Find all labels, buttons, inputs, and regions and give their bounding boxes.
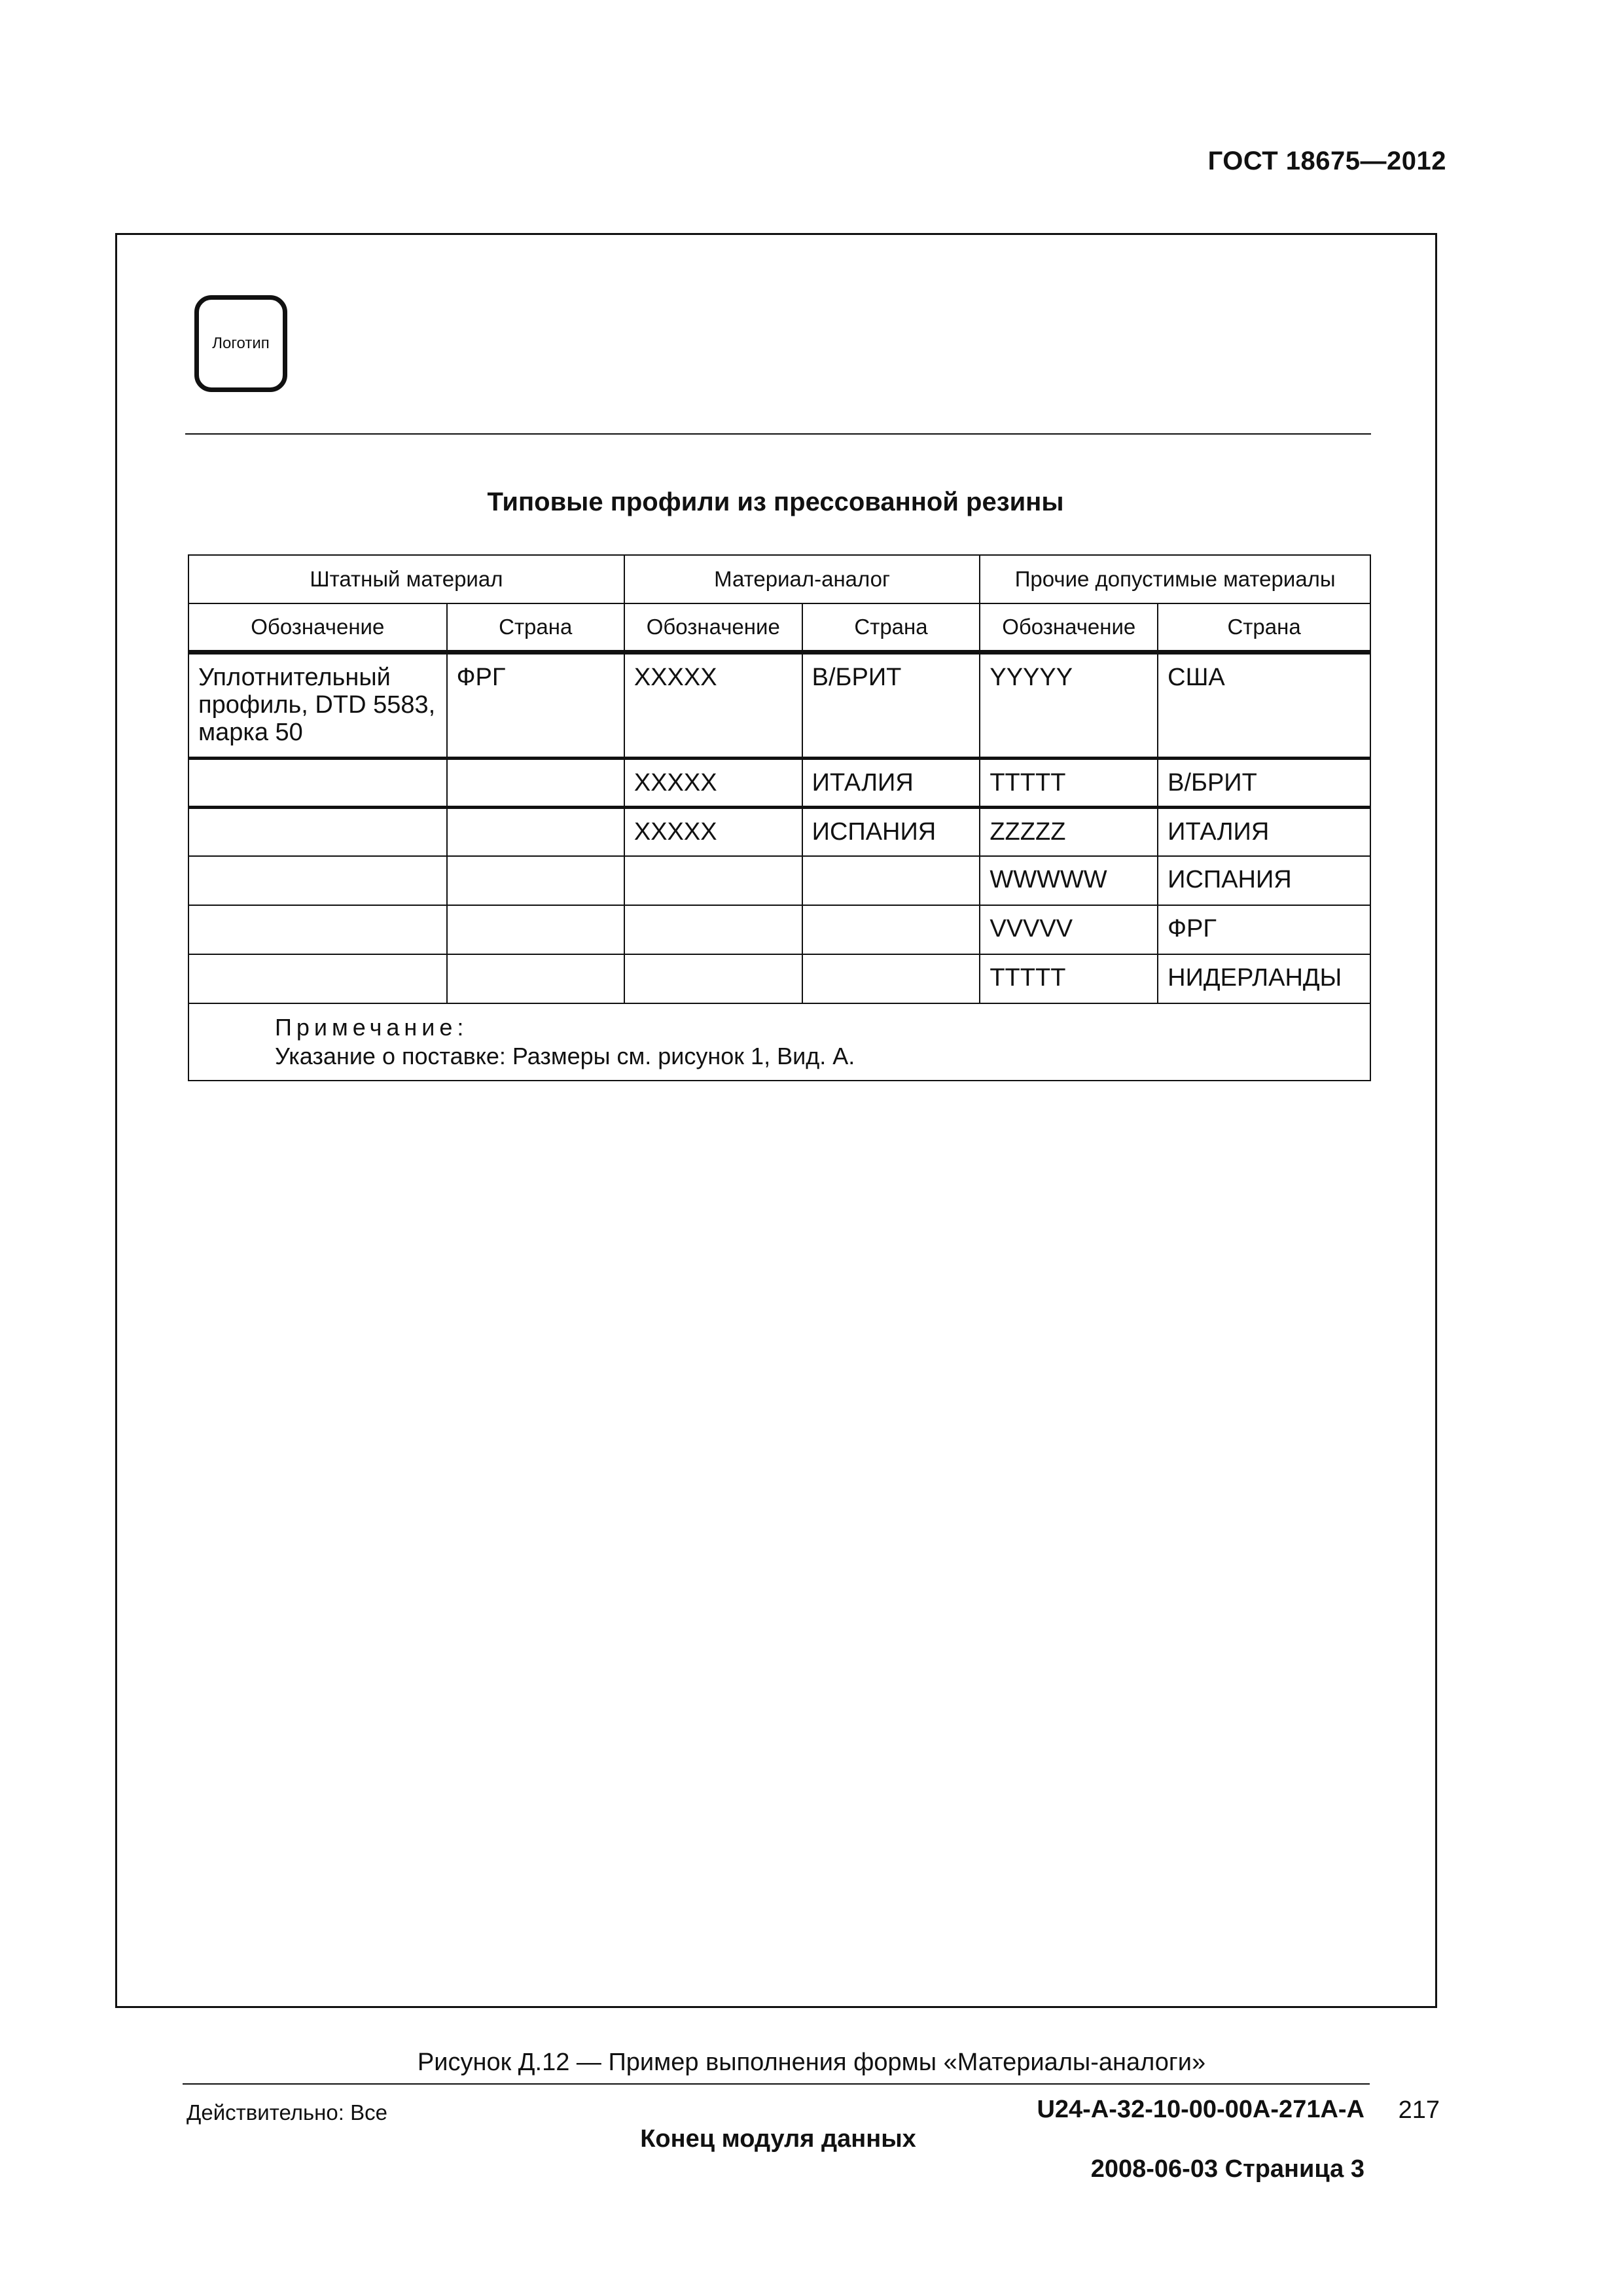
note-text: Указание о поставке: Размеры см. рисунок 1, Вид. А. bbox=[275, 1043, 855, 1069]
sub-header-cell: Страна bbox=[1158, 603, 1370, 652]
table-cell bbox=[188, 758, 447, 807]
table-cell: ИСПАНИЯ bbox=[1158, 856, 1370, 905]
table-cell bbox=[188, 905, 447, 954]
table-cell bbox=[447, 758, 624, 807]
page-number: 217 bbox=[1398, 2096, 1440, 2124]
sub-header-cell: Страна bbox=[447, 603, 624, 652]
end-of-module: Конец модуля данных bbox=[640, 2125, 916, 2153]
sub-header-cell: Обозначение bbox=[624, 603, 802, 652]
header-divider bbox=[185, 433, 1371, 435]
table-row bbox=[188, 807, 1370, 856]
table-cell: XXXXX bbox=[624, 758, 802, 807]
table-cell: НИДЕРЛАНДЫ bbox=[1158, 954, 1370, 1003]
data-module-code: U24-A-32-10-00-00A-271A-A bbox=[1037, 2096, 1364, 2123]
table-cell: Уплотнительный профиль, DTD 5583, марка 50 bbox=[188, 652, 447, 758]
logo-label: Логотип bbox=[212, 334, 270, 352]
sub-header-cell: Страна bbox=[802, 603, 980, 652]
table-cell bbox=[802, 954, 980, 1003]
table-row bbox=[188, 652, 1370, 758]
table-cell: TTTTT bbox=[980, 954, 1158, 1003]
figure-caption: Рисунок Д.12 — Пример выполнения формы «Материалы-аналоги» bbox=[417, 2049, 1206, 2076]
table-cell: TTTTT bbox=[980, 758, 1158, 807]
table-cell: ИТАЛИЯ bbox=[1158, 807, 1370, 856]
sub-header-row bbox=[188, 603, 1370, 652]
materials-table bbox=[188, 554, 1371, 1081]
logo bbox=[194, 295, 287, 392]
table-cell: XXXXX bbox=[624, 807, 802, 856]
table-cell bbox=[447, 905, 624, 954]
table-cell: ФРГ bbox=[1158, 905, 1370, 954]
table-cell bbox=[188, 954, 447, 1003]
table-cell bbox=[188, 856, 447, 905]
table-cell bbox=[447, 807, 624, 856]
sub-header-cell: Обозначение bbox=[980, 603, 1158, 652]
form-title: Типовые профили из прессованной резины bbox=[487, 488, 1064, 516]
table-cell: В/БРИТ bbox=[802, 652, 980, 758]
group-header-row bbox=[188, 555, 1370, 603]
table-cell: WWWWW bbox=[980, 856, 1158, 905]
table-cell: США bbox=[1158, 652, 1370, 758]
group-header-other: Прочие допустимые материалы bbox=[980, 555, 1370, 603]
table-cell bbox=[624, 954, 802, 1003]
sub-header-cell: Обозначение bbox=[188, 603, 447, 652]
table-cell bbox=[802, 905, 980, 954]
table-row bbox=[188, 758, 1370, 807]
table-cell: В/БРИТ bbox=[1158, 758, 1370, 807]
date-page: 2008-06-03 Страница 3 bbox=[1090, 2155, 1364, 2183]
group-header-standard: Штатный материал bbox=[188, 555, 624, 603]
table-cell bbox=[624, 856, 802, 905]
table-cell: ФРГ bbox=[447, 652, 624, 758]
table-row bbox=[188, 905, 1370, 954]
table-cell: XXXXX bbox=[624, 652, 802, 758]
table-cell bbox=[188, 807, 447, 856]
note-label: Примечание: bbox=[275, 1014, 469, 1041]
table-cell bbox=[447, 856, 624, 905]
table-cell: ZZZZZ bbox=[980, 807, 1158, 856]
table-cell bbox=[447, 954, 624, 1003]
standard-code: ГОСТ 18675—2012 bbox=[1207, 147, 1446, 175]
table-cell: VVVVV bbox=[980, 905, 1158, 954]
table-cell bbox=[624, 905, 802, 954]
table-cell: YYYYY bbox=[980, 652, 1158, 758]
footer-divider bbox=[183, 2083, 1370, 2085]
note-cell bbox=[188, 1003, 1370, 1081]
note-row bbox=[188, 1003, 1370, 1081]
validity-text: Действительно: Все bbox=[187, 2100, 387, 2125]
table-row bbox=[188, 954, 1370, 1003]
table-cell: ИТАЛИЯ bbox=[802, 758, 980, 807]
table-cell: ИСПАНИЯ bbox=[802, 807, 980, 856]
group-header-analog: Материал-аналог bbox=[624, 555, 980, 603]
table-cell bbox=[802, 856, 980, 905]
table-row bbox=[188, 856, 1370, 905]
